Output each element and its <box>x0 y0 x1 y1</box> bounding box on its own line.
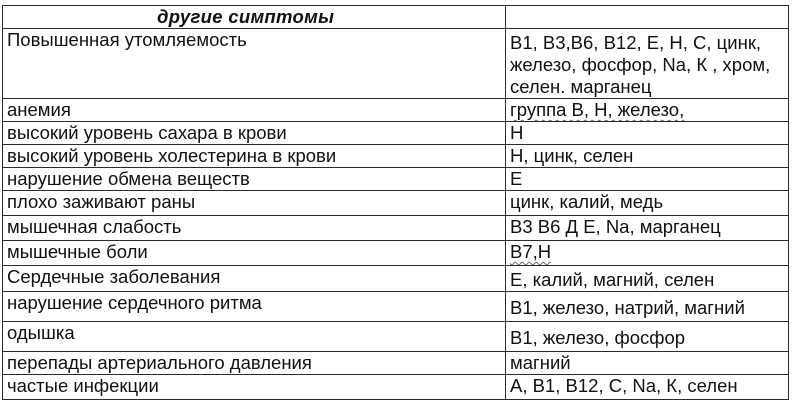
symptom-cell: одышка <box>3 322 506 352</box>
symptom-cell: высокий уровень холестерина в крови <box>3 145 506 168</box>
nutrients-text: В7,Н <box>510 241 552 262</box>
nutrients-cell: Е <box>506 168 789 191</box>
nutrients-cell <box>506 99 789 122</box>
symptom-cell: нарушение сердечного ритма <box>3 292 506 322</box>
nutrients-cell: Н <box>506 122 789 145</box>
symptom-cell: Повышенная утомляемость <box>3 29 506 99</box>
nutrients-cell: В1, В3,В6, В12, Е, Н, С, цинк, железо, фосфор, Na, К , хром, селен. марганец <box>506 29 789 99</box>
header-title: другие симптомы <box>157 6 335 27</box>
nutrients-cell: магний <box>506 352 789 375</box>
header-cell-nutrients <box>506 6 789 29</box>
nutrients-cell <box>506 241 789 266</box>
table-row <box>3 322 789 352</box>
symptom-cell: частые инфекции <box>3 375 506 400</box>
table-row <box>3 191 789 216</box>
symptom-cell: мышечная слабость <box>3 216 506 241</box>
table-row <box>3 292 789 322</box>
nutrients-cell: В3 В6 Д Е, Na, марганец <box>506 216 789 241</box>
table-row <box>3 352 789 375</box>
nutrients-cell: В1, железо, натрий, магний <box>506 292 789 322</box>
symptom-cell: плохо заживают раны <box>3 191 506 216</box>
table-row <box>3 99 789 122</box>
symptom-cell: перепады артериального давления <box>3 352 506 375</box>
header-cell-symptoms <box>3 6 506 29</box>
nutrients-cell: В1, железо, фосфор <box>506 322 789 352</box>
symptom-cell: нарушение обмена веществ <box>3 168 506 191</box>
table-row <box>3 266 789 292</box>
table-row <box>3 122 789 145</box>
nutrients-cell: Е, калий, магний, селен <box>506 266 789 292</box>
symptom-cell: Сердечные заболевания <box>3 266 506 292</box>
symptom-cell: мышечные боли <box>3 241 506 266</box>
nutrients-cell: А, В1, В12, С, Na, К, селен <box>506 375 789 400</box>
symptom-cell: высокий уровень сахара в крови <box>3 122 506 145</box>
table-row <box>3 216 789 241</box>
table-header-row <box>3 6 789 29</box>
table-row <box>3 375 789 400</box>
symptom-nutrient-table <box>2 5 789 400</box>
nutrients-cell: Н, цинк, селен <box>506 145 789 168</box>
symptom-cell: анемия <box>3 99 506 122</box>
table-row <box>3 145 789 168</box>
nutrients-text: группа В, Н, железо, <box>510 99 685 120</box>
nutrients-cell: цинк, калий, медь <box>506 191 789 216</box>
table-row <box>3 168 789 191</box>
table-row <box>3 29 789 99</box>
table-row <box>3 241 789 266</box>
